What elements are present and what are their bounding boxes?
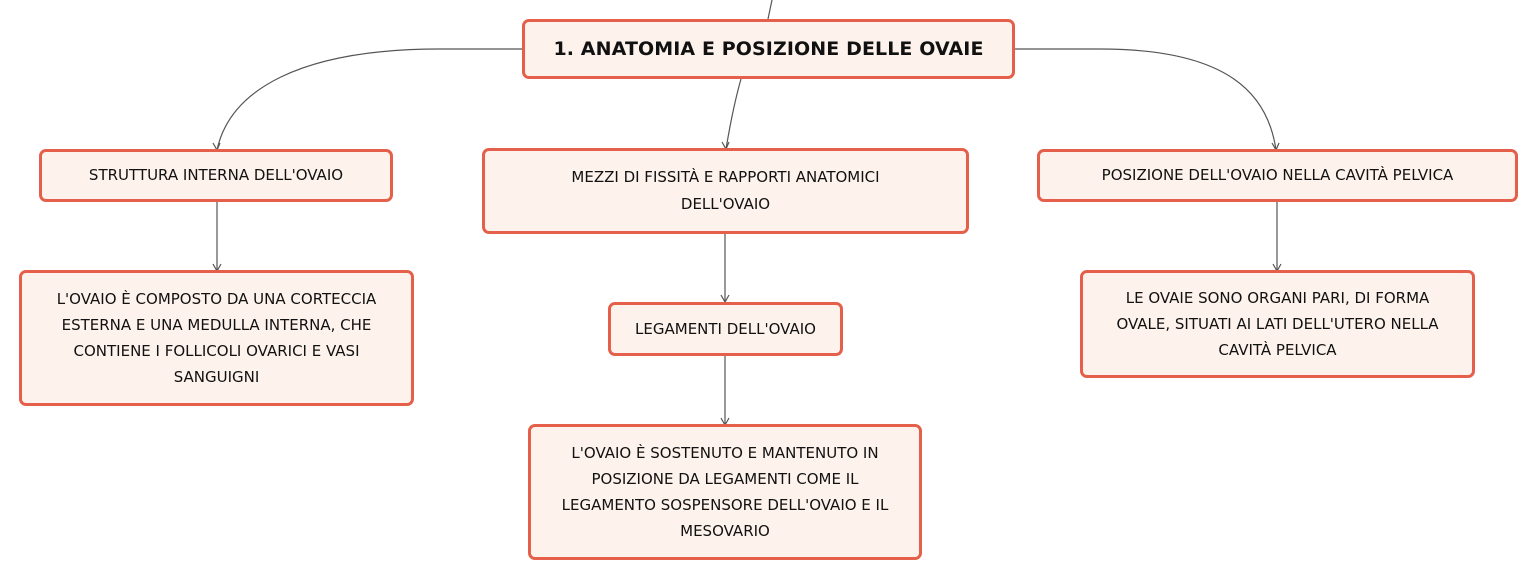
topic-struttura-interna[interactable] (39, 149, 393, 202)
topic-ovaie-organi-pari[interactable] (1080, 270, 1475, 378)
topic-ovaio-sostenuto[interactable] (528, 424, 922, 560)
topic-legamenti-ovaio-label: LEGAMENTI DELL'OVAIO (635, 319, 816, 338)
root-topic[interactable] (522, 19, 1015, 79)
connector-parent-to-root (768, 0, 772, 19)
topic-posizione-ovaio[interactable] (1037, 149, 1518, 202)
topic-legamenti-ovaio[interactable] (608, 302, 843, 356)
connector-root-to-posizione (1015, 49, 1276, 150)
connector-root-to-struttura (217, 49, 522, 150)
topic-ovaio-sostenuto-label: L'OVAIO È SOSTENUTO E MANTENUTO IN POSIZIONE DA LEGAMENTI COME IL LEGAMENTO SOSPENSORE DELL'OVAIO E IL MESOVARIO (561, 444, 889, 540)
topic-corteccia-medulla-label: L'OVAIO È COMPOSTO DA UNA CORTECCIA ESTERNA E UNA MEDULLA INTERNA, CHE CONTIENE I FOLLICOLI OVARICI E VASI SANGUIGNI (56, 290, 377, 386)
connector-root-to-mezzi (726, 79, 741, 149)
topic-mezzi-di-fissita[interactable] (482, 148, 969, 234)
topic-ovaie-organi-pari-label: LE OVAIE SONO ORGANI PARI, DI FORMA OVALE, SITUATI AI LATI DELL'UTERO NELLA CAVITÀ PELVICA (1116, 289, 1439, 359)
topic-struttura-interna-label: STRUTTURA INTERNA DELL'OVAIO (88, 166, 344, 184)
topic-posizione-ovaio-label: POSIZIONE DELL'OVAIO NELLA CAVITÀ PELVICA (1101, 166, 1454, 184)
root-topic-label: 1. ANATOMIA E POSIZIONE DELLE OVAIE (553, 38, 984, 60)
topic-mezzi-di-fissita-label: MEZZI DI FISSITÀ E RAPPORTI ANATOMICI DELL'OVAIO (571, 168, 880, 213)
arrowhead-legamenti (721, 295, 729, 302)
topic-corteccia-medulla[interactable] (19, 270, 414, 406)
